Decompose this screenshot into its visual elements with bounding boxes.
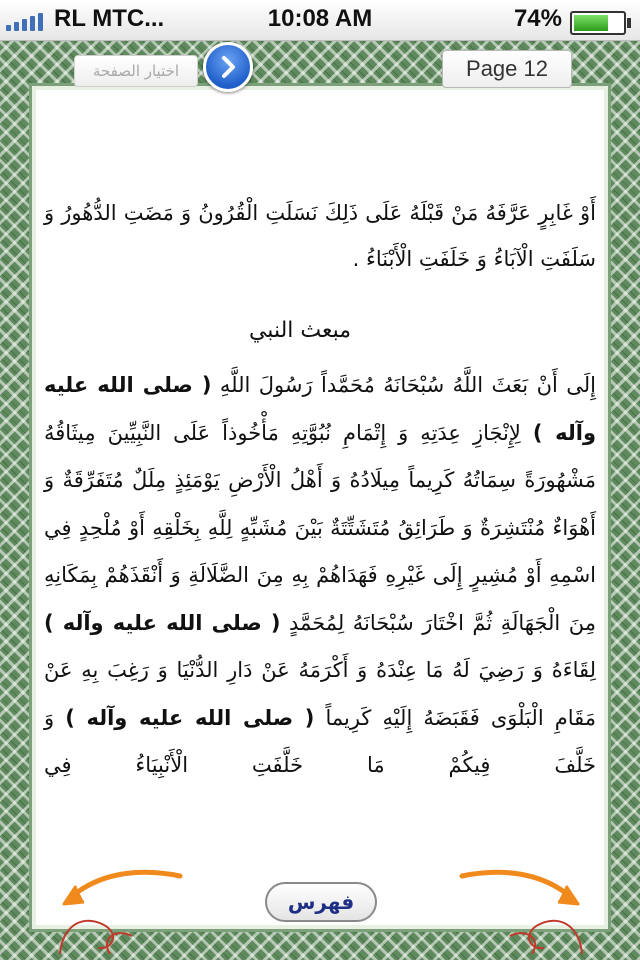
page-number-label: Page 12: [442, 50, 572, 88]
battery-fill: [574, 15, 608, 31]
chevron-right-icon: [216, 55, 240, 79]
status-time: 10:08 AM: [267, 5, 373, 32]
salawat-text: ( صلى الله عليه وآله ): [44, 373, 596, 445]
status-bar: [0, 0, 640, 41]
text-segment: وَ خَلَّفَ فِيكُمْ مَا خَلَّفَتِ الْأَنْبِيَاءُ فِي: [44, 705, 596, 777]
salawat-text: ( صلى الله عليه وآله ): [65, 705, 315, 730]
carrier-name: RL MTC...: [54, 5, 165, 32]
text-segment: لِإِنْجَازِ عِدَتِهِ وَ إِتْمَامِ نُبُوَّتِهِ مَأْخُوذاً عَلَى النَّبِيِّينَ مِيثَاقُهُ مَشْهُورَةً سِمَاتُهُ كَرِيماً مِيلَادُهُ وَ أَهْلُ الْأَرْضِ يَوْمَئِذٍ مِلَلٌ مُتَفَرِّقَةٌ وَ أَهْوَاءٌ مُنْتَشِرَةٌ وَ طَرَائِقُ مُتَشَتِّتَةٌ بَيْنَ مُشَبِّهٍ لِلَّهِ بِخَلْقِهِ أَوْ مُلْحِدٍ فِي اسْمِهِ أَوْ مُشِيرٍ إِلَى غَيْرِهِ فَهَدَاهُمْ بِهِ مِنَ الضَّلَالَةِ وَ أَنْقَذَهُمْ بِمَكَانِهِ مِنَ الْجَهَالَةِ ثُمَّ اخْتَارَ سُبْحَانَهُ لِمُحَمَّدٍ: [44, 420, 596, 635]
paragraph-intro: أَوْ غَابِرٍ عَرَّفَهُ مَنْ قَبْلَهُ عَلَى ذَلِكَ نَسَلَتِ الْقُرُونُ وَ مَضَتِ الدُّهُورُ وَ سَلَفَتِ الْآبَاءُ وَ خَلَفَتِ الْأَبْنَاءُ .: [44, 201, 596, 271]
section-heading: مبعث النبي: [248, 318, 352, 343]
text-segment: إِلَى أَنْ بَعَثَ اللَّهُ سُبْحَانَهُ مُحَمَّداً رَسُولَ اللَّهِ: [219, 373, 596, 397]
text-segment: لِقَاءَهُ وَ رَضِيَ لَهُ مَا عِنْدَهُ وَ أَكْرَمَهُ عَنْ دَارِ الدُّنْيَا وَ رَغِبَ بِهِ عَنْ مَقَامِ الْبَلْوَى فَقَبَضَهُ إِلَيْهِ كَرِيماً: [44, 658, 596, 730]
choose-page-input[interactable]: اختيار الصفحة: [74, 55, 198, 87]
previous-page-arrow-icon[interactable]: [40, 858, 190, 958]
next-page-arrow-icon[interactable]: [452, 858, 602, 958]
index-button[interactable]: فهرس: [265, 882, 377, 922]
go-to-page-button[interactable]: [203, 42, 253, 92]
salawat-text: ( صلى الله عليه وآله ): [44, 610, 281, 635]
battery-percent: 74%: [513, 5, 562, 32]
battery-icon: [570, 11, 626, 35]
paragraph-main: [44, 362, 596, 790]
